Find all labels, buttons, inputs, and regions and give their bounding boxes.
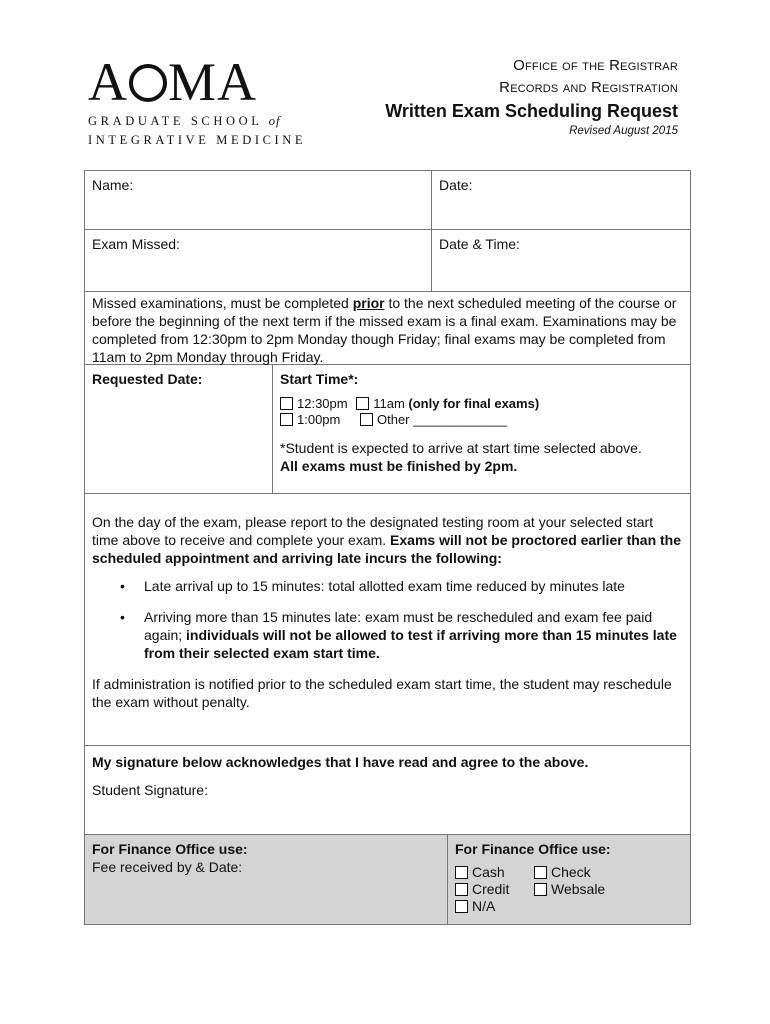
- exam-day-text-bold: Exams will not be proctored earlier than the scheduled appointment and arriving late incurs the following:: [92, 532, 682, 566]
- late-more-text: Arriving more than 15 minutes late: exam must be rescheduled and exam fee paid again;: [144, 609, 653, 643]
- missed-exam-policy: [85, 292, 690, 364]
- late-arrival-list: [92, 577, 683, 662]
- bullet-icon: •: [120, 578, 125, 594]
- payment-row-2: [455, 881, 683, 898]
- policy-text-1: Missed examinations, must be completed: [92, 295, 353, 311]
- finance-heading-right: For Finance Office use:: [455, 841, 611, 857]
- signature-row: [85, 746, 690, 835]
- start-time-cell: [272, 365, 690, 493]
- finish-note: All exams must be finished by 2pm.: [280, 458, 518, 474]
- revision-date: Revised August 2015: [569, 125, 678, 137]
- checkbox-1230pm[interactable]: [280, 397, 293, 410]
- exam-day-instructions: [85, 494, 690, 745]
- school-logo: [88, 52, 307, 150]
- check-label: Check: [551, 864, 591, 880]
- checkbox-11am[interactable]: [356, 397, 369, 410]
- fee-received-label: Fee received by & Date:: [92, 859, 243, 875]
- name-date-row: [85, 171, 690, 230]
- exam-day-text-plain: On the day of the exam, please report to the designated testing room at your selected start time above to receive and complete your exam.: [92, 514, 654, 548]
- websale-label: Websale: [551, 881, 606, 897]
- name-label: Name:: [92, 177, 134, 193]
- time-options-row-2: [280, 412, 683, 428]
- late-15-text: Late arrival up to 15 minutes: total allotted exam time reduced by minutes late: [144, 578, 625, 594]
- bullet-icon: •: [120, 609, 125, 625]
- list-item: [92, 577, 683, 595]
- exam-missed-row: [85, 230, 690, 292]
- logo-letters-ma: MA: [168, 52, 258, 112]
- na-label: N/A: [472, 898, 496, 914]
- exam-scheduling-form: [84, 170, 691, 925]
- fee-received-field[interactable]: [92, 858, 440, 876]
- form-title: Written Exam Scheduling Request: [385, 101, 678, 121]
- requested-date-field[interactable]: [85, 365, 272, 493]
- logo-wordmark: [88, 52, 298, 112]
- policy-prior: prior: [352, 295, 385, 311]
- logo-circle-o: [129, 64, 167, 102]
- finance-row: [85, 835, 690, 924]
- payment-row-1: [455, 864, 683, 881]
- option-other-label: Other _____________: [377, 412, 508, 427]
- option-1230pm-label: 12:30pm: [297, 396, 348, 411]
- start-time-label: Start Time*:: [280, 371, 359, 387]
- exam-day-text: [92, 513, 683, 567]
- name-field[interactable]: [85, 171, 431, 229]
- department-name: Records and Registration: [499, 79, 678, 96]
- requested-date-label: Requested Date:: [92, 371, 203, 387]
- checkbox-credit[interactable]: [455, 883, 468, 896]
- finance-heading-left: For Finance Office use:: [92, 841, 248, 857]
- date-time-field[interactable]: [431, 230, 690, 291]
- policy-text-2: to the next scheduled meeting of the course or before the beginning of the next term if the missed exam is a final exam. Examinations may be completed from 12:30pm to 2pm Monday though Friday; final exams may be completed from 11am to 2pm Monday through Friday.: [92, 295, 677, 365]
- acknowledgement-text: My signature below acknowledges that I have read and agree to the above.: [92, 754, 589, 770]
- logo-subtitle-1: [88, 112, 298, 131]
- requested-time-row: [85, 365, 690, 494]
- logo-subtitle-2: INTEGRATIVE MEDICINE: [88, 133, 307, 147]
- signature-cell: [85, 746, 690, 834]
- arrival-note: *Student is expected to arrive at start time selected above.: [280, 440, 642, 456]
- checkbox-100pm[interactable]: [280, 413, 293, 426]
- policy-row: [85, 292, 690, 365]
- exam-missed-label: Exam Missed:: [92, 236, 180, 252]
- time-options-row-1: [280, 396, 683, 412]
- checkbox-other[interactable]: [360, 413, 373, 426]
- cash-label: Cash: [472, 864, 505, 880]
- list-item: [92, 608, 683, 662]
- office-name: Office of the Registrar: [513, 57, 678, 74]
- credit-label: Credit: [472, 881, 510, 897]
- finance-fee-cell: [85, 835, 447, 924]
- checkbox-na[interactable]: [455, 900, 468, 913]
- option-100pm-label: 1:00pm: [297, 412, 341, 427]
- date-label: Date:: [439, 177, 473, 193]
- logo-line1-of: of: [268, 114, 281, 128]
- reschedule-text: If administration is notified prior to the scheduled exam start time, the student may reschedule the exam without penalty.: [92, 676, 672, 710]
- option-11am-label: 11am: [373, 396, 405, 411]
- logo-line1: GRADUATE SCHOOL: [88, 114, 263, 128]
- student-signature-label: Student Signature:: [92, 782, 208, 798]
- student-signature-field[interactable]: [92, 781, 683, 799]
- option-11am-note: (only for final exams): [408, 396, 540, 411]
- finance-payment-cell: [447, 835, 690, 924]
- payment-row-3: [455, 898, 683, 915]
- checkbox-check[interactable]: [534, 866, 547, 879]
- late-more-bold-text: individuals will not be allowed to test if arriving more than 15 minutes late from their selected exam start time.: [144, 627, 677, 661]
- date-field[interactable]: [431, 171, 690, 229]
- exam-day-row: [85, 494, 690, 746]
- document-header: [385, 55, 678, 139]
- checkbox-cash[interactable]: [455, 866, 468, 879]
- logo-letter-a: A: [88, 52, 128, 112]
- exam-missed-field[interactable]: [85, 230, 431, 291]
- checkbox-websale[interactable]: [534, 883, 547, 896]
- date-time-label: Date & Time:: [439, 236, 520, 252]
